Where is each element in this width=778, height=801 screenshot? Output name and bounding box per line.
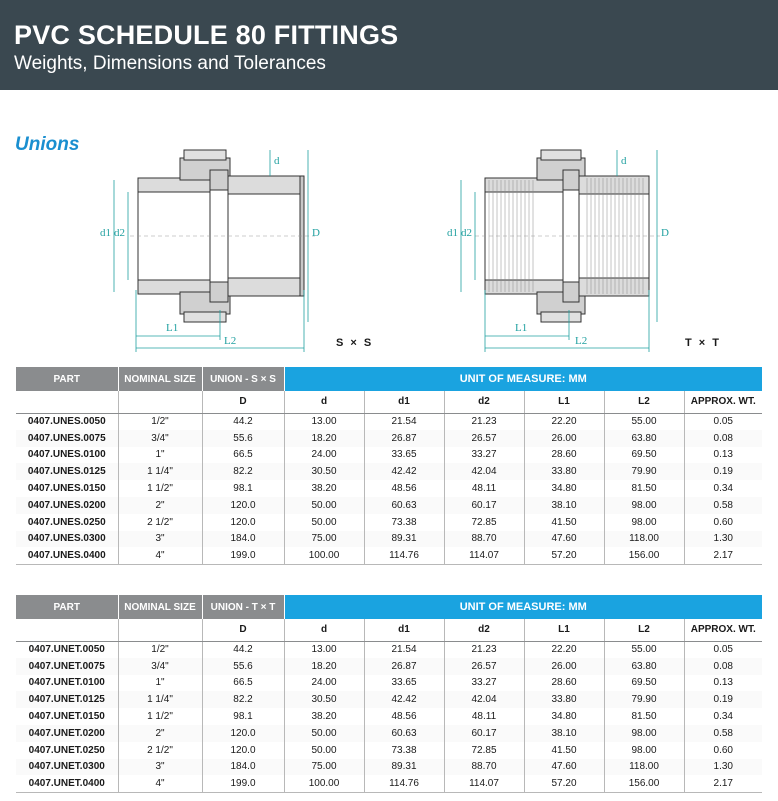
column-header: L1 bbox=[524, 619, 604, 641]
table-cell: 88.70 bbox=[444, 759, 524, 776]
table-cell: 50.00 bbox=[284, 725, 364, 742]
table-cell: 98.00 bbox=[604, 742, 684, 759]
table-cell: 114.07 bbox=[444, 547, 524, 564]
table-row bbox=[16, 658, 762, 675]
dim-label-d1: d1 bbox=[447, 227, 458, 239]
table-cell: 13.00 bbox=[284, 641, 364, 658]
table-cell: 55.00 bbox=[604, 413, 684, 430]
part-header: PART bbox=[16, 595, 118, 619]
table-cell: 38.10 bbox=[524, 497, 604, 514]
table-cell: 57.20 bbox=[524, 775, 604, 792]
table-cell: 81.50 bbox=[604, 480, 684, 497]
table-cell: 69.50 bbox=[604, 447, 684, 464]
table-cell: 0.13 bbox=[713, 449, 733, 461]
table-cell: 21.23 bbox=[444, 413, 524, 430]
column-header: d bbox=[284, 619, 364, 641]
table-cell: 18.20 bbox=[284, 430, 364, 447]
part-number-cell: 0407.UNES.0400 bbox=[16, 547, 118, 564]
table-cell: 33.65 bbox=[364, 675, 444, 692]
table-cell: 75.00 bbox=[284, 759, 364, 776]
nominal-size-header: NOMINAL SIZE bbox=[118, 367, 202, 391]
table-cell: 50.00 bbox=[284, 742, 364, 759]
column-header: L2 bbox=[604, 619, 684, 641]
part-number-cell: 0407.UNES.0200 bbox=[16, 497, 118, 514]
table-cell: 81.50 bbox=[604, 708, 684, 725]
table-cell: 42.42 bbox=[364, 691, 444, 708]
table-cell: 75.00 bbox=[284, 531, 364, 548]
union-type-header: UNION - T × T bbox=[202, 595, 284, 619]
table-cell: 0.05 bbox=[713, 644, 733, 656]
table-cell: 60.17 bbox=[444, 497, 524, 514]
table-cell: 50.00 bbox=[284, 514, 364, 531]
dim-label-D: D bbox=[312, 227, 320, 239]
table-cell: 114.76 bbox=[364, 775, 444, 792]
table-cell: 120.0 bbox=[202, 725, 284, 742]
table-cell: 1/2" bbox=[118, 413, 202, 430]
column-header: APPROX. WT. bbox=[684, 619, 762, 641]
column-header: d2 bbox=[444, 619, 524, 641]
table-cell: 3/4" bbox=[118, 430, 202, 447]
part-number-cell: 0407.UNES.0300 bbox=[16, 531, 118, 548]
table-row bbox=[16, 641, 762, 658]
table-cell: 2 1/2" bbox=[118, 742, 202, 759]
table-cell: 44.2 bbox=[202, 641, 284, 658]
section-title: Unions bbox=[15, 134, 80, 155]
table-cell: 33.27 bbox=[444, 447, 524, 464]
page-title: PVC SCHEDULE 80 FITTINGS bbox=[14, 20, 399, 50]
table-cell: 199.0 bbox=[202, 547, 284, 564]
part-number-cell: 0407.UNES.0075 bbox=[16, 430, 118, 447]
table-cell: 26.57 bbox=[444, 430, 524, 447]
table-cell: 120.0 bbox=[202, 514, 284, 531]
union-sxs-type-label: S × S bbox=[336, 337, 374, 349]
table-cell: 60.17 bbox=[444, 725, 524, 742]
unit-of-measure-header: UNIT OF MEASURE: MM bbox=[284, 367, 762, 391]
part-number-cell: 0407.UNET.0200 bbox=[16, 725, 118, 742]
table-row bbox=[16, 742, 762, 759]
table-cell: 34.80 bbox=[524, 480, 604, 497]
table-cell: 0.19 bbox=[684, 463, 762, 480]
table-row bbox=[16, 413, 762, 430]
table-cell: 1/2" bbox=[118, 641, 202, 658]
dim-label-d: d bbox=[274, 155, 280, 167]
part-number-cell: 0407.UNET.0075 bbox=[16, 658, 118, 675]
table-row bbox=[16, 480, 762, 497]
table-cell: 98.00 bbox=[604, 725, 684, 742]
dim-label-L2: L2 bbox=[224, 335, 237, 347]
table-cell: 26.87 bbox=[364, 658, 444, 675]
table-cell: 2 1/2" bbox=[118, 514, 202, 531]
table-cell: 4" bbox=[118, 775, 202, 792]
column-header: d1 bbox=[364, 391, 444, 413]
table-cell: 42.42 bbox=[364, 463, 444, 480]
table-cell: 48.56 bbox=[364, 708, 444, 725]
table-cell: 0.13 bbox=[713, 677, 733, 689]
table-cell: 0.34 bbox=[713, 711, 733, 723]
table-cell: 0.19 bbox=[684, 691, 762, 708]
table-cell: 42.04 bbox=[444, 463, 524, 480]
dim-label-L1: L1 bbox=[515, 322, 528, 334]
table-cell: 42.04 bbox=[444, 691, 524, 708]
table-cell: 184.0 bbox=[202, 531, 284, 548]
table-row bbox=[16, 759, 762, 776]
table-cell: 1.30 bbox=[684, 531, 762, 548]
table-row bbox=[16, 675, 762, 692]
table-cell: 114.07 bbox=[444, 775, 524, 792]
table-cell: 30.50 bbox=[284, 463, 364, 480]
table-cell: 100.00 bbox=[284, 775, 364, 792]
column-header-row bbox=[16, 391, 762, 413]
union-txt-table bbox=[16, 595, 762, 793]
table-row bbox=[16, 463, 762, 480]
table-cell: 88.70 bbox=[444, 531, 524, 548]
column-header: D bbox=[202, 619, 284, 641]
table-cell: 2" bbox=[118, 497, 202, 514]
part-number-cell: 0407.UNES.0250 bbox=[16, 514, 118, 531]
table-cell: 13.00 bbox=[284, 413, 364, 430]
table-cell: 2.17 bbox=[713, 550, 733, 562]
part-number-cell: 0407.UNET.0050 bbox=[16, 641, 118, 658]
table-body bbox=[16, 413, 762, 564]
table-cell: 47.60 bbox=[524, 531, 604, 548]
table-cell: 3" bbox=[118, 531, 202, 548]
part-number-cell: 0407.UNET.0400 bbox=[16, 775, 118, 792]
table-cell: 82.2 bbox=[202, 463, 284, 480]
dim-label-d2: d2 bbox=[461, 227, 472, 239]
table-cell: 98.1 bbox=[202, 708, 284, 725]
table-row bbox=[16, 547, 762, 564]
table-cell: 156.00 bbox=[604, 775, 684, 792]
table-cell: 60.63 bbox=[364, 725, 444, 742]
table-cell: 33.80 bbox=[524, 691, 604, 708]
table-cell: 0.08 bbox=[684, 430, 762, 447]
part-number-cell: 0407.UNES.0050 bbox=[16, 413, 118, 430]
table-cell: 24.00 bbox=[284, 675, 364, 692]
table-cell: 38.20 bbox=[284, 480, 364, 497]
table-cell: 1 1/2" bbox=[118, 708, 202, 725]
table-cell: 82.2 bbox=[202, 691, 284, 708]
table-cell: 55.6 bbox=[202, 658, 284, 675]
table-cell: 1" bbox=[118, 447, 202, 464]
dim-label-d: d bbox=[621, 155, 627, 167]
table-cell: 0.60 bbox=[713, 516, 733, 528]
table-cell: 48.56 bbox=[364, 480, 444, 497]
part-number-cell: 0407.UNES.0150 bbox=[16, 480, 118, 497]
table-cell: 0.08 bbox=[684, 658, 762, 675]
table-cell: 22.20 bbox=[524, 413, 604, 430]
table-cell: 0.60 bbox=[713, 744, 733, 756]
unit-of-measure-header: UNIT OF MEASURE: MM bbox=[284, 595, 762, 619]
table-cell: 89.31 bbox=[364, 531, 444, 548]
table-cell: 33.80 bbox=[524, 463, 604, 480]
table-cell: 3" bbox=[118, 759, 202, 776]
table-cell: 47.60 bbox=[524, 759, 604, 776]
table-cell: 120.0 bbox=[202, 497, 284, 514]
dim-label-L1: L1 bbox=[166, 322, 179, 334]
part-number-cell: 0407.UNET.0300 bbox=[16, 759, 118, 776]
table-cell: 3/4" bbox=[118, 658, 202, 675]
table-cell: 48.11 bbox=[444, 708, 524, 725]
table-cell: 120.0 bbox=[202, 742, 284, 759]
part-number-cell: 0407.UNET.0250 bbox=[16, 742, 118, 759]
table-cell: 2" bbox=[118, 725, 202, 742]
table-cell: 57.20 bbox=[524, 547, 604, 564]
column-header: L2 bbox=[604, 391, 684, 413]
union-sxs-table bbox=[16, 367, 762, 565]
table-cell: 72.85 bbox=[444, 514, 524, 531]
table-cell: 66.5 bbox=[202, 447, 284, 464]
table-cell: 26.00 bbox=[524, 658, 604, 675]
table-row bbox=[16, 691, 762, 708]
table-cell: 48.11 bbox=[444, 480, 524, 497]
table-cell: 1 1/4" bbox=[118, 691, 202, 708]
dim-label-d2: d2 bbox=[114, 227, 125, 239]
table-cell: 79.90 bbox=[604, 463, 684, 480]
page-subtitle: Weights, Dimensions and Tolerances bbox=[14, 53, 326, 74]
table-body bbox=[16, 641, 762, 792]
table-cell: 98.1 bbox=[202, 480, 284, 497]
table-cell: 26.00 bbox=[524, 430, 604, 447]
dim-label-L2: L2 bbox=[575, 335, 588, 347]
page-header bbox=[0, 0, 778, 90]
table-cell: 24.00 bbox=[284, 447, 364, 464]
table-cell: 1 1/2" bbox=[118, 480, 202, 497]
table-cell: 66.5 bbox=[202, 675, 284, 692]
table-cell: 34.80 bbox=[524, 708, 604, 725]
table-cell: 30.50 bbox=[284, 691, 364, 708]
table-cell: 89.31 bbox=[364, 759, 444, 776]
table-row bbox=[16, 430, 762, 447]
union-sxs-diagram bbox=[100, 140, 340, 352]
table-cell: 44.2 bbox=[202, 413, 284, 430]
union-sxs-drawing bbox=[100, 140, 340, 352]
column-header: d2 bbox=[444, 391, 524, 413]
table-cell: 1 1/4" bbox=[118, 463, 202, 480]
table-cell: 41.50 bbox=[524, 514, 604, 531]
table-cell: 1" bbox=[118, 675, 202, 692]
table-cell: 38.20 bbox=[284, 708, 364, 725]
table-cell: 33.65 bbox=[364, 447, 444, 464]
table-cell: 118.00 bbox=[604, 759, 684, 776]
table-cell: 38.10 bbox=[524, 725, 604, 742]
table-cell: 100.00 bbox=[284, 547, 364, 564]
dim-label-d1: d1 bbox=[100, 227, 111, 239]
table-cell: 63.80 bbox=[604, 430, 684, 447]
table-cell: 0.34 bbox=[713, 483, 733, 495]
table-cell: 21.54 bbox=[364, 413, 444, 430]
union-txt-drawing bbox=[445, 140, 685, 352]
table-cell: 60.63 bbox=[364, 497, 444, 514]
table-row bbox=[16, 497, 762, 514]
table-cell: 73.38 bbox=[364, 514, 444, 531]
table-row bbox=[16, 725, 762, 742]
table-cell: 199.0 bbox=[202, 775, 284, 792]
table-cell: 55.6 bbox=[202, 430, 284, 447]
table-cell: 69.50 bbox=[604, 675, 684, 692]
table-cell: 55.00 bbox=[604, 641, 684, 658]
table-cell: 0.05 bbox=[713, 416, 733, 428]
union-txt-type-label: T × T bbox=[685, 337, 721, 349]
column-header: APPROX. WT. bbox=[684, 391, 762, 413]
table-cell: 79.90 bbox=[604, 691, 684, 708]
table-cell: 63.80 bbox=[604, 658, 684, 675]
table-cell: 41.50 bbox=[524, 742, 604, 759]
nominal-size-header: NOMINAL SIZE bbox=[118, 595, 202, 619]
table-row bbox=[16, 708, 762, 725]
table-cell: 114.76 bbox=[364, 547, 444, 564]
table-cell: 2.17 bbox=[713, 778, 733, 790]
union-txt-diagram bbox=[445, 140, 685, 352]
table-cell: 50.00 bbox=[284, 497, 364, 514]
table-cell: 22.20 bbox=[524, 641, 604, 658]
table-cell: 4" bbox=[118, 547, 202, 564]
table-cell: 21.23 bbox=[444, 641, 524, 658]
part-number-cell: 0407.UNET.0125 bbox=[16, 691, 118, 708]
table-cell: 156.00 bbox=[604, 547, 684, 564]
table-cell: 26.87 bbox=[364, 430, 444, 447]
table-cell: 21.54 bbox=[364, 641, 444, 658]
table-cell: 28.60 bbox=[524, 447, 604, 464]
table-cell: 28.60 bbox=[524, 675, 604, 692]
part-number-cell: 0407.UNET.0100 bbox=[16, 675, 118, 692]
part-number-cell: 0407.UNES.0100 bbox=[16, 447, 118, 464]
part-number-cell: 0407.UNET.0150 bbox=[16, 708, 118, 725]
table-cell: 0.58 bbox=[684, 497, 762, 514]
table-cell: 26.57 bbox=[444, 658, 524, 675]
column-header: d1 bbox=[364, 619, 444, 641]
table-cell: 1.30 bbox=[684, 759, 762, 776]
table-cell: 184.0 bbox=[202, 759, 284, 776]
table-row bbox=[16, 775, 762, 792]
table-cell: 72.85 bbox=[444, 742, 524, 759]
table-cell: 118.00 bbox=[604, 531, 684, 548]
table-cell: 33.27 bbox=[444, 675, 524, 692]
table-row bbox=[16, 447, 762, 464]
part-header: PART bbox=[16, 367, 118, 391]
column-header: L1 bbox=[524, 391, 604, 413]
table-row bbox=[16, 531, 762, 548]
table-cell: 0.58 bbox=[684, 725, 762, 742]
table-row bbox=[16, 514, 762, 531]
column-header-row bbox=[16, 619, 762, 641]
table-cell: 98.00 bbox=[604, 514, 684, 531]
table-cell: 98.00 bbox=[604, 497, 684, 514]
part-number-cell: 0407.UNES.0125 bbox=[16, 463, 118, 480]
column-header: D bbox=[202, 391, 284, 413]
table-cell: 73.38 bbox=[364, 742, 444, 759]
union-type-header: UNION - S × S bbox=[202, 367, 284, 391]
dim-label-D: D bbox=[661, 227, 669, 239]
table-cell: 18.20 bbox=[284, 658, 364, 675]
column-header: d bbox=[284, 391, 364, 413]
